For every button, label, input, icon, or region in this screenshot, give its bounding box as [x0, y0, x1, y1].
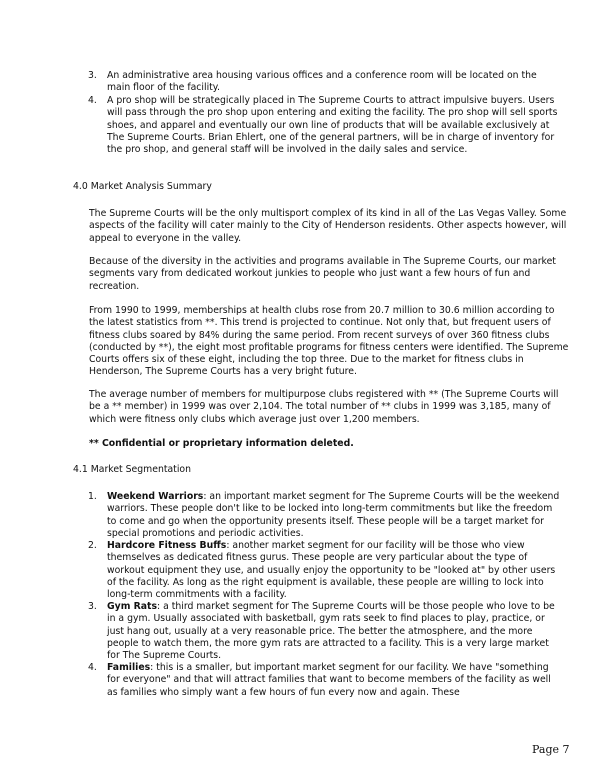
list-number: 2. — [88, 540, 97, 551]
segment-term: Families — [107, 662, 151, 673]
paragraph: The Supreme Courts will be the only multisport complex of its kind in all of the Las Vegas Valley. Some aspects of the facility will cater mainly to the City of Henderson residents. Other aspects however, will appeal to everyone in the valley. — [89, 208, 567, 244]
confidential-note: ** Confidential or proprietary information deleted. — [89, 438, 354, 449]
segment-term: Hardcore Fitness Buffs — [107, 540, 227, 551]
list-item-text: An administrative area housing various offices and a conference room will be located on the main floor of the facility. — [107, 70, 537, 94]
segment-term: Weekend Warriors — [107, 491, 204, 502]
segment-description: : a third market segment for The Supreme Courts will be those people who love to be in a gym. Usually associated with basketball, gym rats seek to find places to play, practice, or just hang out, usually at a very reasonable price. The better the atmosphere, and the more people to watch them, the more gym rats are attracted to a facility. This is a very large market for The Supreme Courts. — [107, 601, 555, 662]
segment-description: : an important market segment for The Supreme Courts will be the weekend warriors. These people don't like to be locked into long-term commitments but like the freedom to come and go when the opportunity presents itself. These people will be a target market for special promotions and periodic activities. — [107, 491, 560, 539]
list-number: 4. — [88, 662, 97, 673]
segment-description: : another market segment for our facility will be those who view themselves as dedicated fitness gurus. These people are very particular about the type of workout equipment they use, and usually enjoy the opportunity to be "looked at" by other users of the facility. As long as the right equipment is available, these people are willing to lock into long-term commitments with a facility. — [107, 540, 556, 601]
list-item-text: A pro shop will be strategically placed in The Supreme Courts to attract impulsive buyers. Users will pass through the pro shop upon entering and exiting the facility. The pro shop will sell sports shoes, and apparel and eventually our own line of products that will be available exclusively at The Supreme Courts. Brian Ehlert, one of the general partners, will be in charge of inventory for the pro shop, and general staff will be involved in the daily sales and service. — [107, 95, 558, 156]
list-item-text — [107, 601, 560, 662]
list-number: 1. — [88, 491, 97, 502]
list-item-text — [107, 662, 560, 699]
section-heading: 4.1 Market Segmentation — [73, 464, 191, 475]
list-item — [88, 601, 560, 662]
list-item — [88, 95, 560, 156]
section-heading: 4.0 Market Analysis Summary — [73, 181, 212, 192]
paragraph: Because of the diversity in the activities and programs available in The Supreme Courts, our market segments vary from dedicated workout junkies to people who just want a few hours of fun and recreation. — [89, 256, 556, 292]
list-item — [88, 70, 560, 95]
paragraph: The average number of members for multipurpose clubs registered with ** (The Supreme Courts will be a ** member) in 1999 was over 2,104. The total number of ** clubs in 1999 was 3,185, many of which were fitness only clubs which average just over 1,200 members. — [89, 389, 559, 425]
list-number: 3. — [88, 601, 97, 612]
list-item — [88, 540, 560, 601]
list-item-text — [107, 491, 560, 540]
list-number: 4. — [88, 95, 97, 106]
segment-description: : this is a smaller, but important market segment for our facility. We have "something for everyone" and that will attract families that want to become members of the facility as well as families who simply want a few hours of fun every now and again. These — [107, 662, 551, 698]
page-number: Page 7 — [532, 743, 570, 756]
paragraph: From 1990 to 1999, memberships at health clubs rose from 20.7 million to 30.6 million according to the latest statistics from **. This trend is projected to continue. Not only that, but frequent users of fitness clubs soared by 84% during the same period. From recent surveys of over 360 fitness clubs (conducted by **), the eight most profitable programs for fitness centers were identified. The Supreme Courts offers six of these eight, including the top three. Due to the market for fitness clubs in Henderson, The Supreme Courts has a very bright future. — [89, 305, 569, 378]
list-item — [88, 662, 560, 699]
list-item-text — [107, 540, 560, 601]
list-item — [88, 491, 560, 540]
segment-term: Gym Rats — [107, 601, 158, 612]
list-number: 3. — [88, 70, 97, 81]
